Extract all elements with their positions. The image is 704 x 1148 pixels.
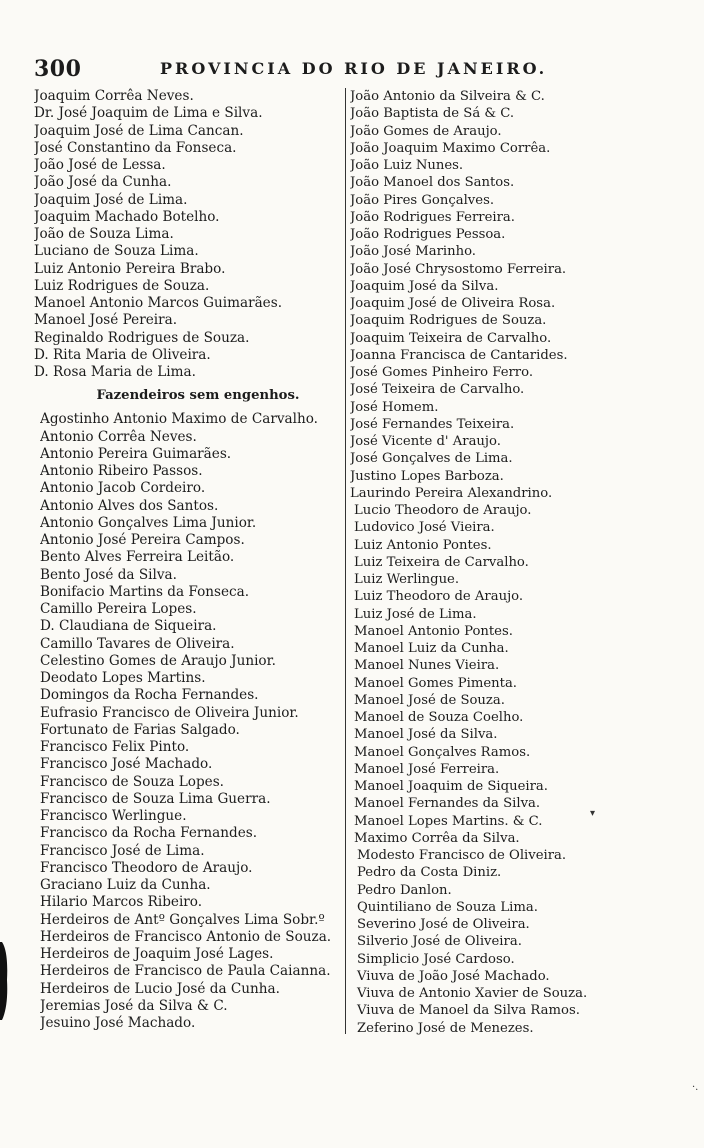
name-entry: Manoel Antonio Marcos Guimarães. <box>34 295 283 311</box>
name-entry: Luiz Rodrigues de Souza. <box>34 277 210 294</box>
name-entry: Laurindo Pereira Alexandrino. <box>350 485 553 501</box>
left-column <box>34 88 346 1032</box>
name-entry: Joaquim Rodrigues de Souza. <box>350 313 547 329</box>
name-entry: Antonio José Pereira Campos. <box>40 532 245 548</box>
name-entry: Dr. José Joaquim de Lima e Silva. <box>34 105 263 122</box>
name-entry: José Gonçalves de Lima. <box>350 451 513 467</box>
name-entry: Manoel Nunes Vieira. <box>354 658 500 674</box>
name-entry: João Manoel dos Santos. <box>350 175 515 191</box>
name-entry: Zeferino José de Menezes. <box>357 1020 534 1036</box>
name-entry: Antonio Alves dos Santos. <box>40 497 219 514</box>
name-entry: Francisco de Souza Lima Guerra. <box>40 790 271 807</box>
name-entry: João José Chrysostomo Ferreira. <box>350 261 567 277</box>
name-entry: Luiz Teixeira de Carvalho. <box>354 554 529 570</box>
name-entry: Luiz Werlingue. <box>354 572 460 587</box>
name-entry: José Teixeira de Carvalho. <box>350 382 525 398</box>
name-entry: Joaquim José de Lima Cancan. <box>34 122 244 139</box>
name-entry: Herdeiros de Joaquim José Lages. <box>40 946 274 962</box>
name-entry: Bento José da Silva. <box>40 566 177 583</box>
name-entry: João Joaquim Maximo Corrêa. <box>350 140 551 156</box>
name-entry: Francisco Theodoro de Araujo. <box>40 859 253 876</box>
name-entry: Joaquim José de Oliveira Rosa. <box>350 296 556 311</box>
name-entry: Silverio José de Oliveira. <box>357 934 522 950</box>
name-entry: Celestino Gomes de Araujo Junior. <box>40 652 276 669</box>
stray-dots-icon: ·. <box>692 1082 699 1093</box>
name-entry: Bento Alves Ferreira Leitão. <box>40 549 235 566</box>
name-entry: Justino Lopes Barboza. <box>350 468 504 484</box>
name-entry: Simplicio José Cardoso. <box>357 951 515 967</box>
name-entry: Francisco José Machado. <box>40 756 213 773</box>
name-entry: Joanna Francisca de Cantarides. <box>350 347 568 363</box>
name-entry: Manoel Luiz da Cunha. <box>354 641 509 656</box>
name-entry: Domingos da Rocha Fernandes. <box>40 687 259 704</box>
name-entry: Reginaldo Rodrigues de Souza. <box>34 329 250 346</box>
name-entry: João José de Lessa. <box>34 157 166 173</box>
name-entry: Francisco da Rocha Fernandes. <box>40 825 258 842</box>
page-header <box>34 56 654 86</box>
name-entry: João Gomes de Araujo. <box>350 123 502 139</box>
name-entry: Antonio Gonçalves Lima Junior. <box>40 514 257 531</box>
name-entry: Manoel José de Souza. <box>354 692 505 708</box>
right-entry-list <box>350 88 680 1037</box>
name-entry: Herdeiros de Lucio José da Cunha. <box>40 980 280 997</box>
left-entry-list <box>34 88 346 381</box>
name-entry: Antonio Corrêa Neves. <box>40 428 197 445</box>
name-entry: Camillo Pereira Lopes. <box>40 601 197 617</box>
name-entry: João Antonio da Silveira & C. <box>350 89 545 104</box>
name-entry: João José Marinho. <box>350 244 476 260</box>
name-entry: José Fernandes Teixeira. <box>350 416 515 432</box>
name-entry: Fortunato de Farias Salgado. <box>40 721 240 738</box>
name-entry: José Gomes Pinheiro Ferro. <box>350 365 534 380</box>
name-entry: João José da Cunha. <box>34 174 172 191</box>
name-entry: Viuva de Antonio Xavier de Souza. <box>357 986 588 1001</box>
name-entry: Antonio Ribeiro Passos. <box>40 463 203 479</box>
name-entry: Viuva de João José Machado. <box>357 968 550 984</box>
name-entry: Francisco de Souza Lopes. <box>40 773 225 790</box>
name-entry: Joaquim José de Lima. <box>34 191 188 208</box>
name-entry: Luiz Theodoro de Araujo. <box>354 589 524 605</box>
name-entry: Pedro da Costa Diniz. <box>357 865 502 881</box>
name-entry: Maximo Corrêa da Silva. <box>354 830 520 846</box>
name-entry: João Luiz Nunes. <box>350 158 464 173</box>
name-entry: João Baptista de Sá & C. <box>350 106 515 122</box>
name-entry: D. Claudiana de Siqueira. <box>40 618 217 635</box>
name-entry: José Vicente d' Araujo. <box>350 434 501 449</box>
left-entry-list-section <box>34 411 346 1032</box>
name-entry: Luiz Antonio Pontes. <box>354 537 492 553</box>
name-entry: Quintiliano de Souza Lima. <box>357 899 538 915</box>
right-column <box>350 88 680 1037</box>
name-entry: João Rodrigues Ferreira. <box>350 209 515 225</box>
name-entry: Joaquim Corrêa Neves. <box>34 88 194 104</box>
name-entry: Lucio Theodoro de Araujo. <box>354 503 532 518</box>
name-entry: D. Rosa Maria de Lima. <box>34 364 196 380</box>
name-entry: Antonio Pereira Guimarães. <box>40 445 232 462</box>
name-entry: Manoel Lopes Martins. & C. <box>354 813 543 829</box>
name-entry: Manoel Fernandes da Silva. <box>354 796 541 812</box>
name-entry: Joaquim Machado Botelho. <box>34 208 220 225</box>
name-entry: Francisco Werlingue. <box>40 808 187 824</box>
page-number: 300 <box>34 56 82 82</box>
name-entry: Antonio Jacob Cordeiro. <box>40 480 206 497</box>
name-entry: Eufrasio Francisco de Oliveira Junior. <box>40 704 299 721</box>
name-entry: Jeremias José da Silva & C. <box>40 997 228 1014</box>
stray-mark-icon: ▾ <box>590 808 596 819</box>
name-entry: Deodato Lopes Martins. <box>40 670 206 686</box>
name-entry: Agostinho Antonio Maximo de Carvalho. <box>40 411 318 428</box>
name-entry: Pedro Danlon. <box>357 882 452 898</box>
name-entry: D. Rita Maria de Oliveira. <box>34 346 211 363</box>
name-entry: Manoel Gonçalves Ramos. <box>354 744 531 760</box>
name-entry: Manoel Antonio Pontes. <box>354 623 513 639</box>
running-title: PROVINCIA DO RIO DE JANEIRO. <box>160 59 548 78</box>
name-entry: Manoel Joaquim de Siqueira. <box>354 779 548 794</box>
name-entry: Herdeiros de Antº Gonçalves Lima Sobr.º <box>40 911 325 928</box>
name-entry: Francisco José de Lima. <box>40 842 205 859</box>
name-entry: Manoel José da Silva. <box>354 727 498 743</box>
name-entry: Herdeiros de Francisco de Paula Caianna. <box>40 963 331 980</box>
name-entry: Ludovico José Vieira. <box>354 520 495 536</box>
name-entry: Manoel de Souza Coelho. <box>354 710 524 725</box>
name-entry: Joaquim José da Silva. <box>350 278 499 294</box>
name-entry: Modesto Francisco de Oliveira. <box>357 848 567 863</box>
binding-mark-icon <box>0 940 9 1022</box>
name-entry: Joaquim Teixeira de Carvalho. <box>350 330 552 346</box>
name-entry: Luciano de Souza Lima. <box>34 243 199 260</box>
name-entry: Severino José de Oliveira. <box>357 917 530 932</box>
name-entry: Manoel José Ferreira. <box>354 761 500 777</box>
section-heading: Fazendeiros sem engenhos. <box>96 388 300 404</box>
name-entry: José Homem. <box>350 399 439 415</box>
column-divider <box>345 88 346 1034</box>
name-entry: Jesuino José Machado. <box>40 1015 196 1031</box>
name-entry: João Rodrigues Pessoa. <box>350 227 506 242</box>
name-entry: Luiz José de Lima. <box>354 606 477 622</box>
name-entry: Herdeiros de Francisco Antonio de Souza. <box>40 928 332 945</box>
name-entry: João de Souza Lima. <box>34 226 174 242</box>
name-entry: Manoel Gomes Pimenta. <box>354 675 518 691</box>
name-entry: Luiz Antonio Pereira Brabo. <box>34 260 226 277</box>
name-entry: José Constantino da Fonseca. <box>34 139 237 156</box>
name-entry: João Pires Gonçalves. <box>350 192 495 208</box>
name-entry: Bonifacio Martins da Fonseca. <box>40 583 250 600</box>
name-entry: Hilario Marcos Ribeiro. <box>40 894 203 911</box>
name-entry: Francisco Felix Pinto. <box>40 739 190 755</box>
name-entry: Camillo Tavares de Oliveira. <box>40 635 235 652</box>
name-entry: Viuva de Manoel da Silva Ramos. <box>357 1003 580 1019</box>
name-entry: Graciano Luiz da Cunha. <box>40 877 211 893</box>
name-entry: Manoel José Pereira. <box>34 312 178 329</box>
